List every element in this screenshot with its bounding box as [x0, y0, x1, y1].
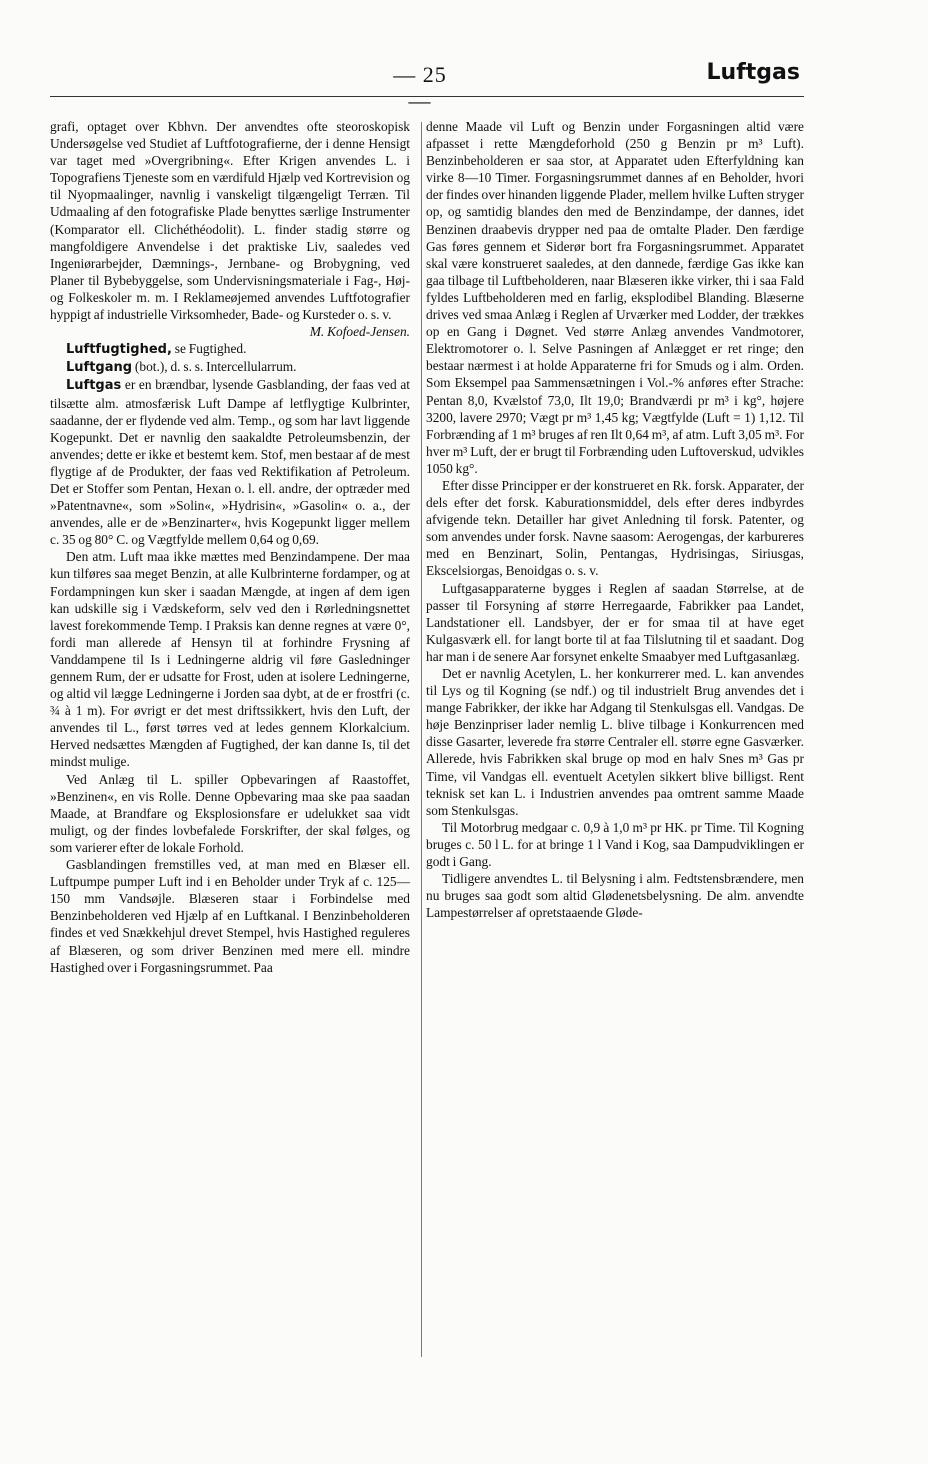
entry-text: er en brændbar, lysende Gasblanding, der faas ved at tilsætte alm. atmosfærisk Luft Dampe af letflygtige Kulbrinter, saadanne, der er flydende ved alm. Temp., og som har lavt liggende Kogepunkt. Det er navnlig den saakaldte Petroleumsbenzin, der anvendes; dette er ikke et bestemt kem. Stof, men bestaar af de mest flygtige af de Produkter, der faas ved Rektifikation af Petroleum. Det er Stoffer som Pentan, Hexan o. l. ell. andre, der optræder med »Patentnavne«, som »Solin«, »Hydrisin«, »Gasolin« o. a., der anvendes, alle er de »Benzinarter«, hvis Kogepunkt ligger mellem c. 35 og 80° C. og Vægtfylde mellem 0,64 og 0,69. [50, 377, 410, 548]
entry-luftgas [50, 376, 410, 548]
paragraph: Det er navnlig Acetylen, L. her konkurrerer med. L. kan anvendes til Lys og til Kogning (se ndf.) og til industrielt Brug anvendes det i mange Fabrikker, der ikke har Adgang til Stenkulsgas ell. Vandgas. De høje Benzinpriser lader nemlig L. blive tilbage i Konkurrencen med disse Gasarter, leverede fra større Centraler ell. større egne Gasværker. Allerede, hvis Fabrikken skal bruge op mod en halv Snes m³ Gas pr Time, vil Vandgas ell. eventuelt Acetylen sikkert blive billigst. Rent teknisk set kan L. i Industrien anvendes paa omtrent samme Maade som Stenkulsgas. [426, 666, 804, 818]
left-column [50, 118, 410, 976]
page-number: — 25 — [393, 62, 447, 113]
headword: Luftgas [66, 378, 122, 394]
paragraph: Til Motorbrug medgaar c. 0,9 à 1,0 m³ pr HK. pr Time. Til Kogning bruges c. 50 l L. for at bringe 1 l Vand i Kog, saa Dampudviklingen er godt i Gang. [426, 819, 804, 870]
entry-luftgang [50, 358, 410, 376]
paragraph: Efter disse Principper er der konstrueret en Rk. forsk. Apparater, der dels efter det forsk. Kaburationsmiddel, dels efter deres indbyrdes afvigende tekn. Detailler har givet Anledning til forsk. Patenter, og som anvendes under forsk. Navne saasom: Aerogengas, der karbureres med en Benzinart, Solin, Pentangas, Hydrisingas, Siriusgas, Ekscelsiorgas, Benoidgas o. s. v. [426, 477, 804, 579]
entry-luftfugtighed [50, 340, 410, 358]
headword: Luftgang [66, 360, 133, 376]
author-signature: M. Kofoed-Jensen. [309, 324, 410, 340]
paragraph: Tidligere anvendtes L. til Belysning i alm. Fedtstensbrændere, men nu bruges saa godt som altid Glødenetsbelysning. De alm. anvendte Lampestørrelser af opretstaaende Gløde- [426, 871, 804, 921]
entry-text: (bot.), d. s. s. Intercellularrum. [132, 359, 297, 375]
paragraph: Ved Anlæg til L. spiller Opbevaringen af Raastoffet, »Benzinen«, en vis Rolle. Denne Opbevaring maa ske paa saadan Maade, at Brandfare og Eksplosionsfare er udelukket saa vidt muligt, og der findes lovbefalede Forskrifter, der skal følges, og som varierer efter de lokale Forhold. [50, 771, 410, 855]
running-head: Luftgas [706, 60, 800, 85]
column-divider [421, 122, 422, 1357]
paragraph: Luftgasapparaterne bygges i Reglen af saadan Størrelse, at de passer til Forsyning af større Herregaarde, Fabrikker paa Landet, Landstationer ell. Landsbyer, der er for smaa til at have eget Kulgasværk ell. for langt borte til at faa Tilslutning til et saadant. Dog har man i de senere Aar forsynet enkelte Smaabyer med Luftgasanlæg. [426, 580, 804, 664]
paragraph: grafi, optaget over Kbhvn. Der anvendtes ofte steoroskopisk Undersøgelse ved Studiet af Luftfotografierne, der i denne Hensigt var taget med »Overgribning«. Efter Krigen anvendes L. i Topografiens Tjeneste som en værdifuld Hjælp ved Kortrevision og til Nyopmaalinger, navnlig i vanskeligt tilgængeligt Terræn. Til Udmaaling af den fotografiske Plade benyttes særlige Instrumenter (Komparator ell. Clichéthéodolit). L. finder stadig større og mangfoldigere Anvendelse i det praktiske Liv, saaledes ved Ingeniørarbejder, Dæmnings-, Jernbane- og Brobygning, ved Planer til Bybebyggelse, som Undervisningsmateriale i Fag-, Høj- og Folkeskoler m. m. I Reklameøjemed anvendes Luftfotografier hyppigt af industrielle Virksomheder, Bade- og Kursteder o. s. v. [50, 119, 410, 323]
entry-text: se Fugtighed. [171, 341, 247, 357]
right-column [426, 118, 804, 921]
header-rule [50, 96, 804, 97]
headword: Luftfugtighed, [66, 342, 172, 358]
paragraph: Den atm. Luft maa ikke mættes med Benzindampene. Der maa kun tilføres saa meget Benzin, at alle Kulbrinterne fordamper, og at Fordampningen kun sker i saadan Mængde, at ingen af dem igen kan udskille sig i Vædskeform, selv ved den i Rørledningsnettet lavest forekommende Temp. I Praksis kan denne regnes at være 0°, fordi man allerede af Hensyn til at forhindre Frysning af Vanddampene til Is i Ledningerne aldrig vil føre Gasledninger gennem Rum, der er udsatte for Frost, uden at isolere Ledningerne, og altid vil lægge Ledningerne i Jorden saa dybt, at de er frostfri (c. ¾ à 1 m). For øvrigt er det mest driftssikkert, hvis den Luft, der anvendes til L., først tørres ved at ledes gennem Klorkalcium. Herved nedsættes Mængden af Fugtighed, der kan danne Is, til det mindst mulige. [50, 549, 410, 770]
paragraph: denne Maade vil Luft og Benzin under Forgasningen altid være afpasset i rette Mængdeforhold (250 g Benzin pr m³ Luft). Benzinbeholderen er saa stor, at Apparatet uden Efterfyldning kan virke 8—10 Timer. Forgasningsrummet dannes af en Beholder, hvori der findes over hinanden liggende Plader, mellem hvilke Luften stryger op, og samtidig blandes den med de Benzindampe, der dannes, idet Benzinen draabevis drypper ned paa de omtalte Plader. Den færdige Gas føres gennem et Siderør bort fra Forgasningsrummet. Apparatet skal være konstrueret saaledes, at den dannede, færdige Gas ikke kan gaa tilbage til Luftbeholderen, naar Blæseren ikke virker, thi i saa Fald fyldes Luftbeholderen med en farlig, eksplodibel Blanding. Blæserne drives ved smaa Anlæg i Reglen af Urværker med Lodder, der trækkes op en Gang i Døgnet. Ved større Anlæg anvendes Vandmotorer, Elektromotorer o. l. Selve Pasningen af Anlægget er ret ringe; den bestaar nærmest i at holde Apparaterne fri for Smuds og i alm. Orden. Som Eksempel paa Sammensætningen i Vol.-% anføres efter Strache: Pentan 8,0, Kvælstof 73,0, Ilt 19,0; Brandværdi pr m³ i kg°, højere 3200, lavere 2970; Vægt pr m³ 1,45 kg; Vægtfylde (Luft = 1) 1,12. Til Forbrænding af 1 m³ bruges af ren Ilt 0,64 m³, af atm. Luft 3,05 m³. For hver m³ Luft, der er brugt til Forbrænding uden Luftoverskud, udvikles 1050 kg°. [426, 119, 804, 476]
paragraph: Gasblandingen fremstilles ved, at man med en Blæser ell. Luftpumpe pumper Luft ind i en Beholder under Tryk af c. 125—150 mm Vandsøjle. Blæseren staar i Forbindelse med Benzinbeholderen ved Hjælp af en Luftkanal. I Benzinbeholderen findes et ved Snækkehjul drevet Stempel, hvis Hastighed reguleres af Blæseren, og som driver Benzinen med mere ell. mindre Hastighed over i Forgasningsrummet. Paa [50, 857, 410, 975]
